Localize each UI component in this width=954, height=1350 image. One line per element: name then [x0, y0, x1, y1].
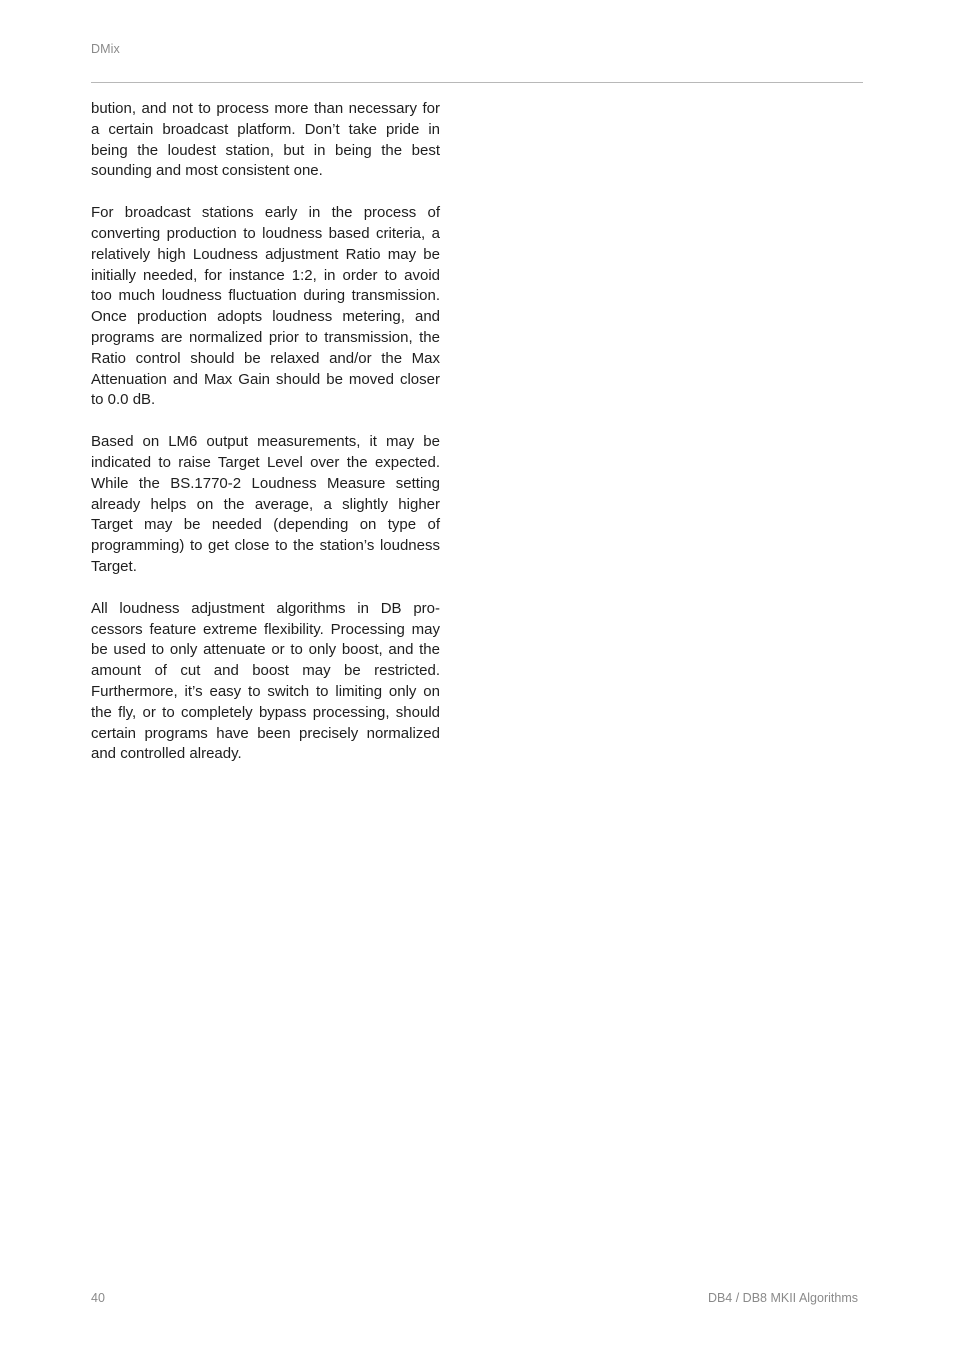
page-number: 40 — [91, 1291, 105, 1305]
paragraph-2: For broadcast stations early in the process of converting production to loudness based criteria, a relatively high Loudness adjustment Ratio may be initially needed, for instance 1:2, in order to avoid too much loudness fluctuation during transmission. Once production adopts loudness metering, and programs are normalized prior to transmission, the Ratio control should be relaxed and/or the Max Attenuation and Max Gain should be moved closer to 0.0 dB. — [91, 204, 440, 409]
paragraph-1: bution, and not to process more than necessary for a certain broadcast platform. Don’t take pride in being the loudest station, but in being the best sounding and most consistent one. — [91, 100, 440, 180]
header-divider — [91, 82, 863, 83]
running-header-section-title: DMix — [91, 42, 120, 56]
paragraph-3: Based on LM6 output measurements, it may be indicated to raise Target Level over the expected. While the BS.1770-2 Loudness Measure setting already helps on the average, a slightly higher Target may be needed (depending on type of programming) to get close to the station’s loudness Target. — [91, 433, 440, 575]
running-footer-document-title: DB4 / DB8 MKII Algorithms — [707, 1291, 858, 1305]
paragraph-4: All loudness adjustment algorithms in DB processors feature extreme flexibility. Processing may be used to only attenuate or to only boost, and the amount of cut and boost may be restricted. Furthermore, it’s easy to switch to limiting only on the fly, or to completely bypass processing, should certain programs have been precisely normalized and controlled already. — [91, 599, 440, 763]
body-text-column — [91, 99, 440, 786]
